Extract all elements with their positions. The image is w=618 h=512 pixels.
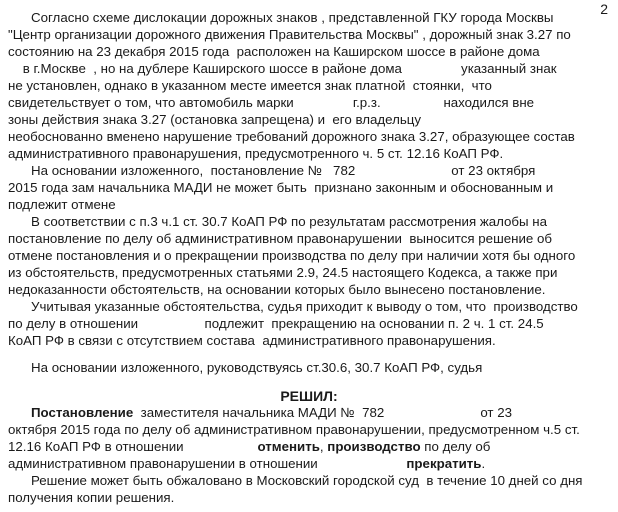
text-line: Решение может быть обжаловано в Московский городской суд в течение 10 дней со дня [31, 473, 583, 488]
text-line: постановление по делу об административном правонарушении выносится решение об [8, 231, 553, 246]
text-line: Учитывая указанные обстоятельства, судья приходит к выводу о том, что производство [31, 299, 578, 314]
text-line: административного правонарушения, предусмотренного ч. 5 ст. 12.16 КоАП РФ. [8, 146, 504, 161]
section-heading: РЕШИЛ: [280, 388, 338, 404]
text-line: "Центр организации дорожного движения Правительства Москвы" , дорожный знак 3.27 по [8, 27, 571, 42]
page-number: 2 [600, 1, 608, 17]
text-line: по делу в отношении подлежит прекращению на основании п. 2 ч. 1 ст. 24.5 [8, 316, 544, 331]
text-line: На основании изложенного, руководствуясь ст.30.6, 30.7 КоАП РФ, судья [31, 360, 483, 375]
text-line: недоказанности обстоятельств, на основании которых было вынесено постановление. [8, 282, 546, 297]
text-line: получения копии решения. [8, 490, 175, 505]
text-line: октября 2015 года по делу об административном правонарушении, предусмотренном ч.5 ст. [8, 422, 580, 437]
text-line: зоны действия знака 3.27 (остановка запрещена) и его владельцу [8, 112, 422, 127]
text-line: 2015 года зам начальника МАДИ не может быть признано законным и обоснованным и [8, 180, 554, 195]
text-line: Постановление заместителя начальника МАДИ № 782 от 23 [31, 405, 513, 420]
text-line: КоАП РФ в связи с отсутствием состава административного правонарушения. [8, 333, 496, 348]
text-line: В соответствии с п.3 ч.1 ст. 30.7 КоАП РФ по результатам рассмотрения жалобы на [31, 214, 548, 229]
text-line: из обстоятельств, предусмотренных статьями 2.9, 24.5 настоящего Кодекса, а также при [8, 265, 558, 280]
text-line: Согласно схеме дислокации дорожных знаков , представленной ГКУ города Москвы [31, 10, 554, 25]
text-line: не установлен, однако в указанном месте имеется знак платной стоянки, что [8, 78, 492, 93]
text-line: На основании изложенного, постановление № 782 от 23 октября [31, 163, 536, 178]
text-line: необоснованно вменено нарушение требований дорожного знака 3.27, образующее состав [8, 129, 575, 144]
text-line: 12.16 КоАП РФ в отношении отменить, производство по делу об [8, 439, 491, 454]
text-line: свидетельствует о том, что автомобиль марки г.р.з. находился вне [8, 95, 535, 110]
text-line: состоянию на 23 декабря 2015 года расположен на Каширском шоссе в районе дома [8, 44, 540, 59]
text-line: в г.Москве , но на дублере Каширского шоссе в районе дома указанный знак [8, 61, 557, 76]
text-line: отмене постановления и о прекращении производства по делу при наличии хотя бы одного [8, 248, 576, 263]
text-line: административном правонарушении в отношении прекратить. [8, 456, 486, 471]
text-line: подлежит отмене [8, 197, 116, 212]
